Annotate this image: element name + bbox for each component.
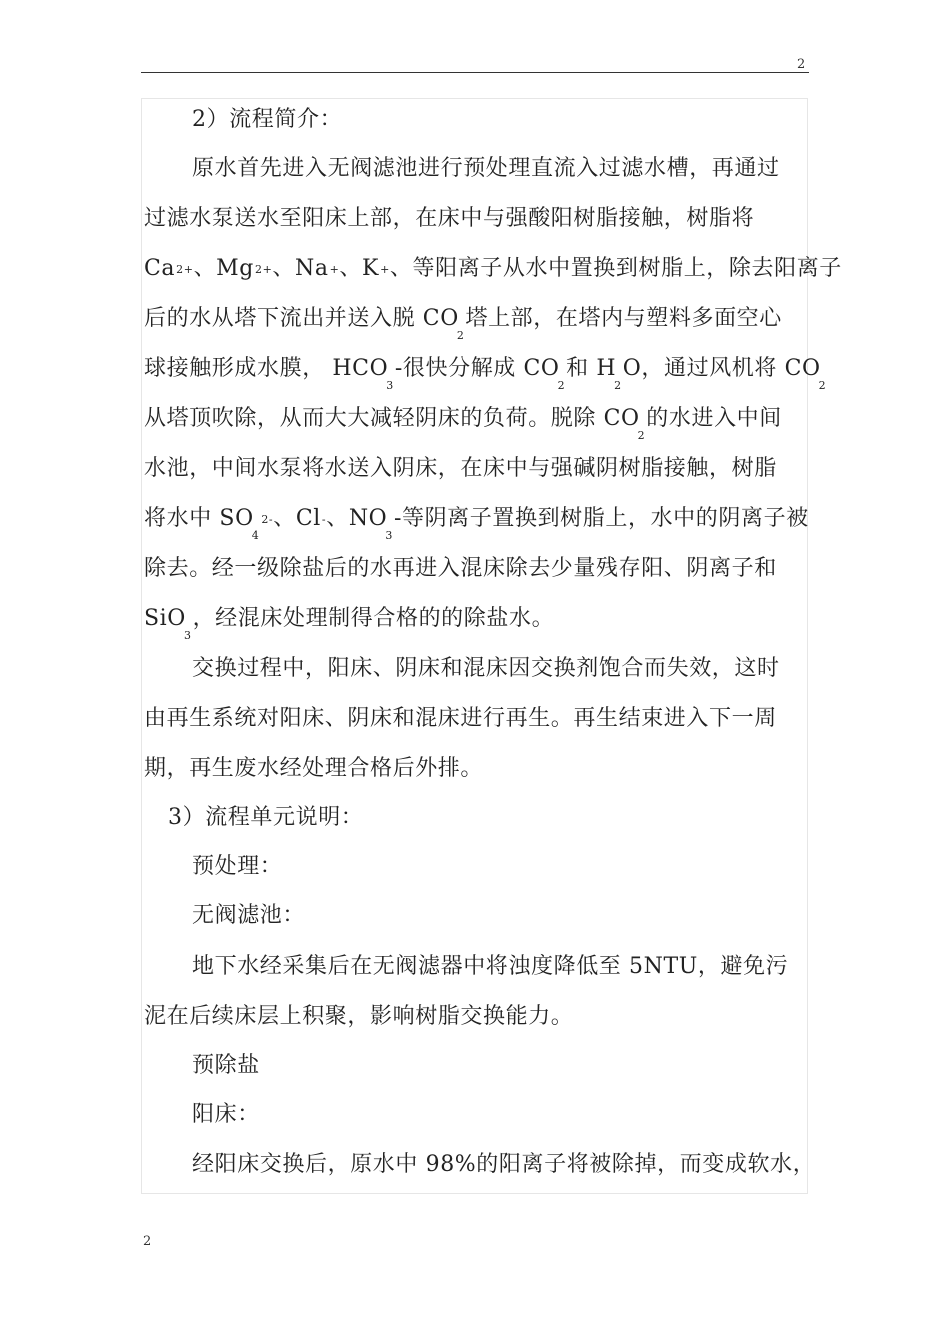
heading-process-intro: 2）流程简介： xyxy=(192,107,343,132)
subheading-pretreatment: 预处理： xyxy=(192,854,283,879)
superscript: 2- xyxy=(261,513,274,526)
text: 球接触形成水膜， HCO xyxy=(144,356,389,381)
subscript: 2 xyxy=(456,329,465,342)
subscript: 2 xyxy=(557,379,566,392)
superscript: 2+ xyxy=(176,263,194,276)
paragraph-line: 过滤水泵送水至阳床上部，在床中与强酸阳树脂接触，树脂将 xyxy=(144,206,755,231)
paragraph-line: 原水首先进入无阀滤池进行预处理直流入过滤水槽，再通过 xyxy=(192,156,780,181)
subscript: 4 xyxy=(251,529,260,542)
text: 塔上部，在塔内与塑料多面空心 xyxy=(465,306,782,331)
paragraph-line xyxy=(144,604,554,651)
header-rule xyxy=(141,72,809,73)
subscript: 2 xyxy=(818,379,827,392)
paragraph-line xyxy=(144,404,782,451)
paragraph-line: 水池，中间水泵将水送入阴床，在床中与强碱阴树脂接触，树脂 xyxy=(144,456,777,481)
text: O，通过风机将 CO xyxy=(622,356,821,381)
paragraph-line: 泥在后续床层上积聚，影响树脂交换能力。 xyxy=(144,1004,574,1029)
text: Ca xyxy=(144,256,176,281)
text: -等阴离子置换到树脂上，水中的阴离子被 xyxy=(393,506,809,531)
paragraph-line: 除去。经一级除盐后的水再进入混床除去少量残存阳、阴离子和 xyxy=(144,556,777,581)
text: 、等阳离子从水中置换到树脂上，除去阳离子 xyxy=(389,256,842,281)
paragraph-line xyxy=(144,304,782,351)
text: -很快分解成 CO xyxy=(394,356,560,381)
subscript: 3 xyxy=(385,529,393,542)
paragraph-line: 期，再生废水经处理合格后外排。 xyxy=(144,756,484,781)
superscript: 2+ xyxy=(255,263,273,276)
page-number-top: 2 xyxy=(797,57,806,72)
text: 、NO xyxy=(326,506,388,531)
subscript: 3 xyxy=(183,629,192,642)
text: 后的水从塔下流出并送入脱 CO xyxy=(144,306,459,331)
text: 、Cl xyxy=(273,506,321,531)
text: 的水进入中间 xyxy=(646,406,782,431)
text: ，经混床处理制得合格的的除盐水。 xyxy=(192,606,555,631)
text: SiO xyxy=(144,606,186,631)
superscript: - xyxy=(321,513,327,526)
subheading-cation-bed: 阳床： xyxy=(192,1102,260,1127)
paragraph-line: 经阳床交换后，原水中 98%的阳离子将被除掉，而变成软水， xyxy=(192,1152,816,1177)
paragraph-line xyxy=(144,254,842,285)
heading-process-units: 3）流程单元说明： xyxy=(168,805,364,830)
text: 、K xyxy=(339,256,380,281)
text: 、Mg xyxy=(193,256,254,281)
text: 、Na xyxy=(272,256,329,281)
page-number-bottom: 2 xyxy=(143,1234,152,1249)
text: 和 H xyxy=(566,356,617,381)
subscript: 3 xyxy=(386,379,394,392)
paragraph-line xyxy=(144,504,809,551)
paragraph-line: 地下水经采集后在无阀滤器中将浊度降低至 5NTU，避免污 xyxy=(192,954,789,979)
paragraph-line xyxy=(144,354,827,401)
subscript: 2 xyxy=(637,429,646,442)
subheading-pre-desalination: 预除盐 xyxy=(192,1053,260,1078)
superscript: + xyxy=(329,263,340,276)
paragraph-line: 由再生系统对阳床、阴床和混床进行再生。再生结束进入下一周 xyxy=(144,706,777,731)
subscript: 2 xyxy=(614,379,622,392)
paragraph-line: 交换过程中，阳床、阴床和混床因交换剂饱合而失效，这时 xyxy=(192,656,780,681)
superscript: + xyxy=(380,263,390,276)
subheading-valveless-filter: 无阀滤池： xyxy=(192,903,306,928)
text: 将水中 SO xyxy=(144,506,254,531)
text: 从塔顶吹除，从而大大减轻阴床的负荷。脱除 CO xyxy=(144,406,640,431)
